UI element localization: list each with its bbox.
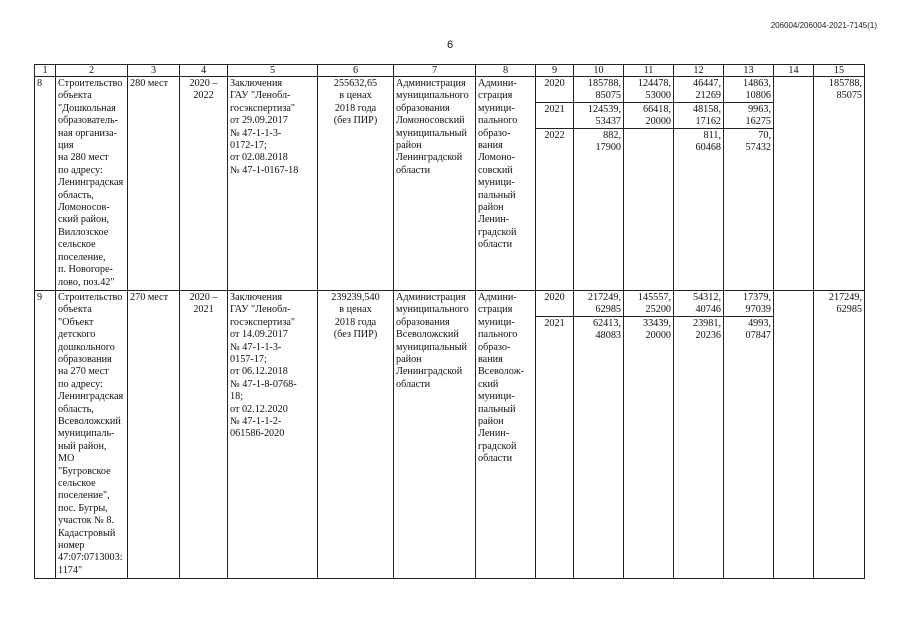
- col-number: 9: [536, 65, 574, 77]
- col-number: 2: [56, 65, 128, 77]
- amount: 882, 17900: [595, 130, 621, 154]
- customer: Администрация муниципального образования Ломоносовский муниципальный район Ленинградской области: [394, 77, 476, 291]
- amount: 124478, 53000: [637, 78, 671, 102]
- budget-table: [34, 64, 865, 579]
- period: 2020 – 2022: [180, 77, 228, 291]
- amount: 48158, 17162: [692, 104, 721, 128]
- col14-cell: [774, 77, 814, 291]
- years-cell: [536, 290, 574, 578]
- col-number: 12: [674, 65, 724, 77]
- table-row: [35, 77, 865, 291]
- amount: 811, 60468: [695, 130, 721, 154]
- cost: 239239,540 в ценах 2018 года (без ПИР): [318, 290, 394, 578]
- amount: 185788, 85075: [587, 78, 621, 102]
- col-number: 10: [574, 65, 624, 77]
- expertise: Заключения ГАУ "Ленобл- госэкспертиза" от 14.09.2017 № 47-1-1-3- 0157-17; от 06.12.2018 № 47-1-8-0768- 18; от 02.12.2020 № 47-1-1-2- 061586-2020: [228, 290, 318, 578]
- year: 2020: [544, 291, 565, 303]
- col13-cell: [724, 77, 774, 291]
- amount: 66418, 20000: [642, 104, 671, 128]
- capacity: 280 мест: [128, 77, 180, 291]
- object-name: Строительство объекта "Дошкольная образователь- ная организа- ция на 280 мест по адресу: Ленинградская область, Ломоносов- ский район, Виллозское сельское поселение, п. Новогоре- лово, поз.42": [56, 77, 128, 291]
- document-reference: 206004/206004-2021-7145(1): [770, 21, 877, 30]
- col12-cell: [674, 77, 724, 291]
- col13-cell: [724, 290, 774, 578]
- col10-cell: [574, 77, 624, 291]
- amount: 124539, 53437: [587, 104, 621, 128]
- row-number: 9: [35, 290, 56, 578]
- col10-cell: [574, 290, 624, 578]
- column-number-row: [35, 65, 865, 77]
- col12-cell: [674, 290, 724, 578]
- table-row: [35, 290, 865, 578]
- period: 2020 – 2021: [180, 290, 228, 578]
- col11-cell: [624, 77, 674, 291]
- year: 2021: [544, 317, 565, 329]
- recipient: Админи- страция муници- пального образо- вания Всеволож- ский муници- пальный район Ленин- градской области: [476, 290, 536, 578]
- col-number: 14: [774, 65, 814, 77]
- col-number: 3: [128, 65, 180, 77]
- year: 2022: [544, 130, 565, 141]
- col-number: 8: [476, 65, 536, 77]
- page-number: 6: [447, 39, 454, 51]
- customer: Администрация муниципального образования Всеволожский муниципальный район Ленинградской области: [394, 290, 476, 578]
- col-number: 11: [624, 65, 674, 77]
- row-number: 8: [35, 77, 56, 291]
- year: 2021: [544, 104, 565, 115]
- recipient: Админи- страция муници- пального образо- вания Ломоно- совский муници- пальный район Ленин- градской области: [476, 77, 536, 291]
- object-name: Строительство объекта "Объект детского дошкольного образования на 270 мест по адресу: Ленинградская область, Всеволожский муниципаль- ный район, МО "Бугровское сельское поселение", пос. Бугры, участок № 8. Кадастровый номер 47:07:0713003: 1174": [56, 290, 128, 578]
- col11-cell: [624, 290, 674, 578]
- col-number: 5: [228, 65, 318, 77]
- col-number: 15: [814, 65, 865, 77]
- col-number: 4: [180, 65, 228, 77]
- amount: 33439, 20000: [642, 317, 671, 342]
- col15-cell: 217249, 62985: [814, 290, 865, 578]
- amount: 17379, 97039: [742, 291, 771, 316]
- amount: 62413, 48083: [592, 317, 621, 342]
- amount: [624, 129, 673, 131]
- col-number: 1: [35, 65, 56, 77]
- capacity: 270 мест: [128, 290, 180, 578]
- amount: 217249, 62985: [587, 291, 621, 316]
- amount: 4993, 07847: [745, 317, 771, 342]
- col15-cell: 185788, 85075: [814, 77, 865, 291]
- col-number: 7: [394, 65, 476, 77]
- col-number: 6: [318, 65, 394, 77]
- amount: 54312, 40746: [692, 291, 721, 316]
- amount: 23981, 20236: [692, 317, 721, 342]
- amount: 145557, 25200: [637, 291, 671, 316]
- years-cell: [536, 77, 574, 291]
- year: 2020: [544, 78, 565, 89]
- amount: 9963, 16275: [745, 104, 771, 128]
- col-number: 13: [724, 65, 774, 77]
- cost: 255632,65 в ценах 2018 года (без ПИР): [318, 77, 394, 291]
- amount: 14863, 10806: [742, 78, 771, 102]
- amount: 70, 57432: [745, 130, 771, 154]
- col14-cell: [774, 290, 814, 578]
- amount: 46447, 21269: [692, 78, 721, 102]
- expertise: Заключения ГАУ "Ленобл- госэкспертиза" от 29.09.2017 № 47-1-1-3- 0172-17; от 02.08.2018 № 47-1-0167-18: [228, 77, 318, 291]
